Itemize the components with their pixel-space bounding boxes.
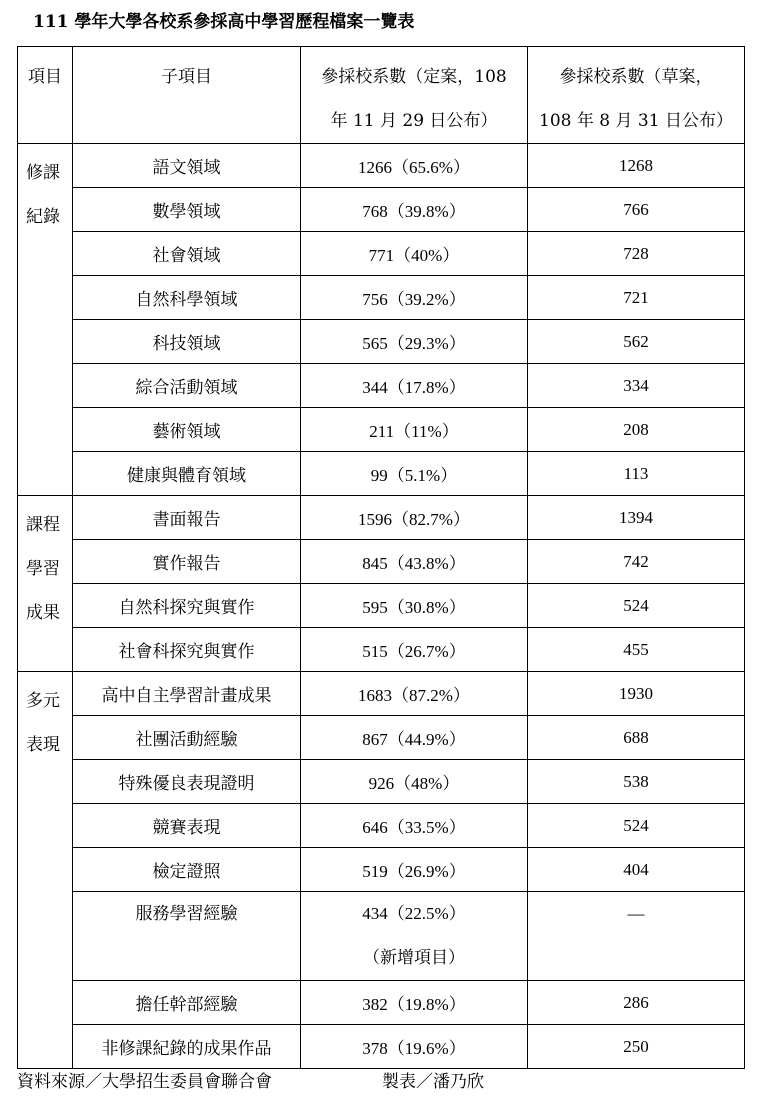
table-row	[18, 804, 745, 848]
subitem-cell: 自然科學領域	[73, 276, 301, 320]
draft-count-cell: 250	[528, 1025, 745, 1069]
final-count-cell: 768（39.8%）	[301, 188, 528, 232]
subitem-cell: 綜合活動領域	[73, 364, 301, 408]
footer-source: 資料來源／大學招生委員會聯合會	[17, 1072, 272, 1092]
draft-count-cell: 455	[528, 628, 745, 672]
final-count-cell: 1596（82.7%）	[301, 496, 528, 540]
table-row	[18, 892, 745, 981]
category-cell	[18, 496, 73, 672]
table-row	[18, 760, 745, 804]
draft-count-cell: 1394	[528, 496, 745, 540]
header-draft	[528, 47, 745, 144]
final-count-cell: 382（19.8%）	[301, 981, 528, 1025]
table-row	[18, 848, 745, 892]
draft-count-cell: 208	[528, 408, 745, 452]
header-item: 項目	[18, 47, 73, 144]
table-row	[18, 188, 745, 232]
final-count-cell: 99（5.1%）	[301, 452, 528, 496]
category-label: 學習	[26, 559, 60, 579]
subitem-cell: 競賽表現	[73, 804, 301, 848]
draft-count-cell: 538	[528, 760, 745, 804]
subitem-cell: 實作報告	[73, 540, 301, 584]
final-count-cell	[301, 892, 528, 981]
draft-count-cell: 562	[528, 320, 745, 364]
header-final-line2: 年 11 月 29 日公布）	[330, 111, 498, 131]
draft-count-cell: —	[528, 892, 745, 981]
final-count-cell: 595（30.8%）	[301, 584, 528, 628]
final-count-cell: 211（11%）	[301, 408, 528, 452]
subitem-cell: 藝術領域	[73, 408, 301, 452]
category-label: 課程	[26, 515, 60, 535]
table-row	[18, 408, 745, 452]
table-row	[18, 540, 745, 584]
final-count-value: 434（22.5%）	[362, 904, 466, 923]
draft-count-cell: 721	[528, 276, 745, 320]
final-count-cell: 1266（65.6%）	[301, 144, 528, 188]
table-row	[18, 496, 745, 540]
data-table	[17, 46, 745, 1069]
final-count-cell: 378（19.6%）	[301, 1025, 528, 1069]
final-count-cell: 344（17.8%）	[301, 364, 528, 408]
subitem-cell: 自然科探究與實作	[73, 584, 301, 628]
table-row	[18, 232, 745, 276]
header-final-line1: 參採校系數（定案，108	[321, 67, 507, 87]
draft-count-cell: 404	[528, 848, 745, 892]
draft-count-cell: 286	[528, 981, 745, 1025]
subitem-cell: 健康與體育領域	[73, 452, 301, 496]
table-row	[18, 981, 745, 1025]
final-count-cell: 1683（87.2%）	[301, 672, 528, 716]
table-row	[18, 452, 745, 496]
table-row	[18, 276, 745, 320]
draft-count-cell: 113	[528, 452, 745, 496]
draft-count-cell: 688	[528, 716, 745, 760]
category-label: 紀錄	[26, 207, 60, 227]
final-count-cell: 845（43.8%）	[301, 540, 528, 584]
subitem-cell: 書面報告	[73, 496, 301, 540]
category-label: 修課	[26, 163, 60, 183]
subitem-cell: 檢定證照	[73, 848, 301, 892]
category-label: 成果	[26, 603, 60, 623]
draft-count-cell: 524	[528, 804, 745, 848]
subitem-cell: 數學領域	[73, 188, 301, 232]
draft-count-cell: 1268	[528, 144, 745, 188]
final-count-cell: 756（39.2%）	[301, 276, 528, 320]
subitem-cell: 社會領域	[73, 232, 301, 276]
subitem-cell: 擔任幹部經驗	[73, 981, 301, 1025]
draft-count-cell: 766	[528, 188, 745, 232]
final-count-cell: 565（29.3%）	[301, 320, 528, 364]
table-row	[18, 672, 745, 716]
table-row	[18, 716, 745, 760]
subitem-cell: 特殊優良表現證明	[73, 760, 301, 804]
page-title: 111 學年大學各校系參採高中學習歷程檔案一覽表	[33, 12, 415, 32]
category-cell	[18, 672, 73, 1069]
draft-count-cell: 524	[528, 584, 745, 628]
category-label: 表現	[26, 735, 60, 755]
header-subitem: 子項目	[73, 47, 301, 144]
table-row	[18, 584, 745, 628]
final-count-cell: 867（44.9%）	[301, 716, 528, 760]
final-count-cell: 926（48%）	[301, 760, 528, 804]
table-row	[18, 144, 745, 188]
table-row	[18, 1025, 745, 1069]
draft-count-cell: 334	[528, 364, 745, 408]
table-row	[18, 628, 745, 672]
draft-count-cell: 728	[528, 232, 745, 276]
category-label: 多元	[26, 691, 60, 711]
subitem-cell: 科技領域	[73, 320, 301, 364]
table-row	[18, 364, 745, 408]
subitem-cell: 非修課紀錄的成果作品	[73, 1025, 301, 1069]
subitem-cell: 高中自主學習計畫成果	[73, 672, 301, 716]
final-count-cell: 771（40%）	[301, 232, 528, 276]
final-count-cell: 519（26.9%）	[301, 848, 528, 892]
subitem-cell: 語文領域	[73, 144, 301, 188]
table-row	[18, 320, 745, 364]
final-count-cell: 646（33.5%）	[301, 804, 528, 848]
footer-author: 製表／潘乃欣	[382, 1072, 484, 1092]
subitem-cell: 社會科探究與實作	[73, 628, 301, 672]
header-row	[18, 47, 745, 144]
header-final	[301, 47, 528, 144]
subitem-cell: 服務學習經驗	[73, 892, 301, 981]
final-count-cell: 515（26.7%）	[301, 628, 528, 672]
draft-count-cell: 742	[528, 540, 745, 584]
header-draft-line1: 參採校系數（草案，	[559, 67, 713, 87]
subitem-cell: 社團活動經驗	[73, 716, 301, 760]
draft-count-cell: 1930	[528, 672, 745, 716]
final-count-note: （新增項目）	[363, 948, 465, 967]
header-draft-line2: 108 年 8 月 31 日公布）	[539, 111, 733, 131]
category-cell	[18, 144, 73, 496]
